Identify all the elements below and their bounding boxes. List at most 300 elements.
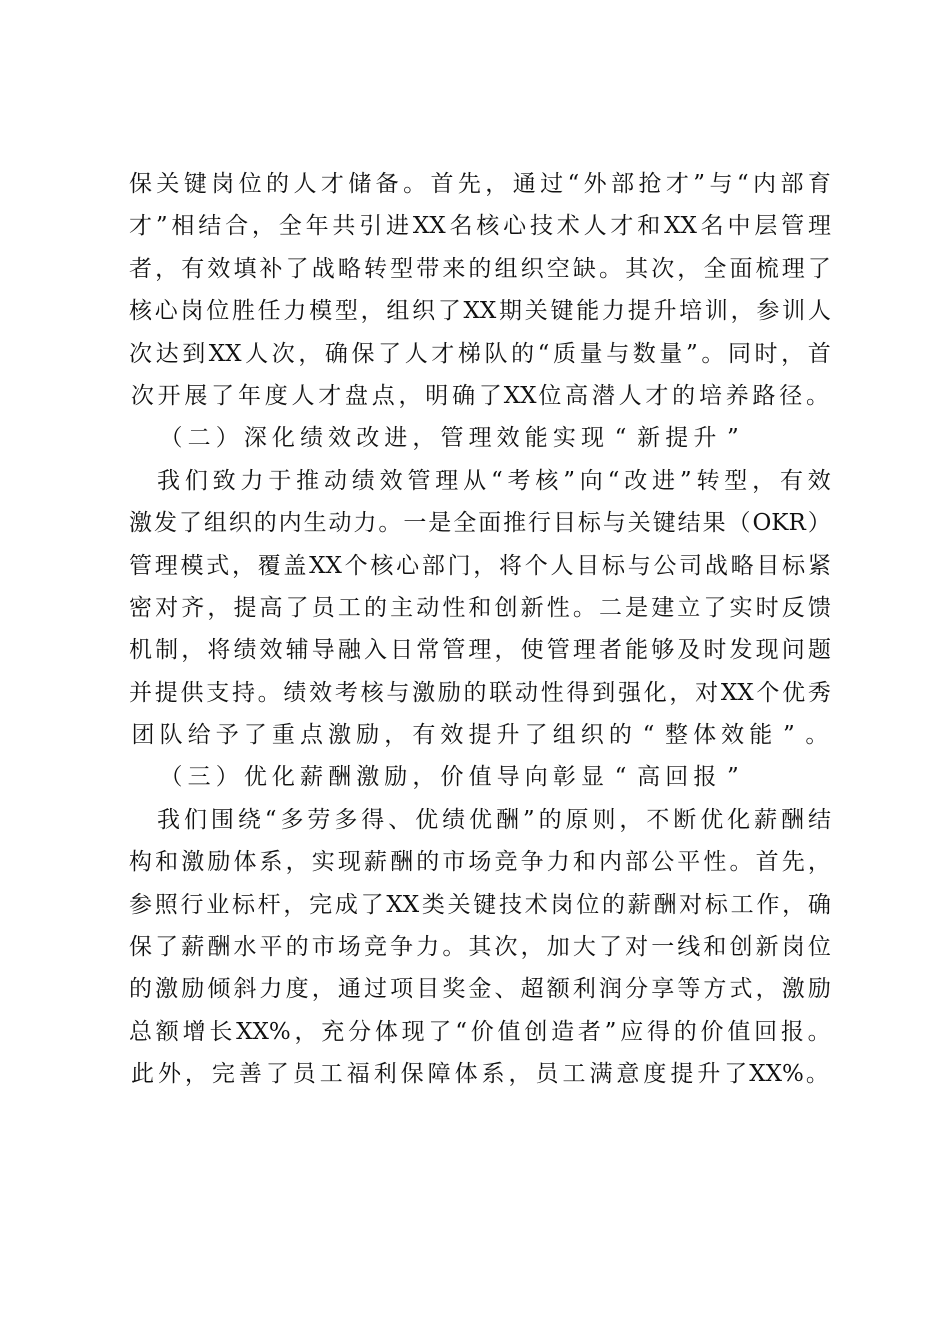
glyph: 市 [311, 934, 335, 961]
glyph: 组 [203, 510, 227, 537]
glyph: 保 [129, 934, 152, 961]
glyph: 分 [348, 1018, 372, 1045]
glyph: 性 [703, 849, 727, 876]
glyph: “ [264, 806, 277, 833]
glyph: 高 [637, 764, 661, 791]
glyph: 额 [155, 1018, 179, 1045]
glyph: 创 [729, 934, 753, 961]
glyph: 先 [781, 849, 805, 876]
glyph: 覆 [257, 552, 281, 579]
glyph: 工 [562, 1061, 586, 1088]
glyph: 推 [503, 510, 527, 537]
glyph: 意 [616, 1061, 640, 1088]
glyph: XX [463, 298, 497, 325]
glyph: 金 [468, 976, 492, 1003]
glyph: 与 [602, 510, 626, 537]
glyph: 理 [468, 637, 492, 664]
glyph: 量 [659, 340, 683, 367]
glyph: 个 [344, 552, 368, 579]
glyph: 机 [129, 637, 152, 664]
glyph: 合 [225, 213, 249, 240]
glyph: 标 [704, 891, 728, 918]
glyph: 平 [259, 934, 283, 961]
glyph: 提 [665, 425, 689, 452]
glyph: 力 [546, 849, 570, 876]
glyph: 激 [129, 510, 152, 537]
glyph: ， [730, 298, 754, 325]
glyph: 者 [598, 637, 622, 664]
glyph: 。 [442, 934, 466, 961]
glyph: 体 [233, 849, 257, 876]
glyph: 新 [520, 594, 544, 621]
glyph: 工 [319, 1061, 343, 1088]
glyph: 核 [535, 467, 559, 494]
glyph: 年 [305, 213, 329, 240]
glyph: 来 [442, 255, 466, 282]
glyph: 多 [280, 806, 304, 833]
glyph: 导 [311, 637, 335, 664]
glyph: 高 [259, 594, 283, 621]
glyph: 融 [337, 637, 361, 664]
glyph: 次 [651, 255, 675, 282]
glyph: 的 [285, 934, 309, 961]
glyph: ” [693, 171, 706, 197]
glyph: 其 [468, 934, 492, 961]
glyph: ， [360, 298, 384, 325]
glyph: 高 [565, 382, 589, 409]
glyph: 内 [278, 510, 302, 537]
glyph: 次 [494, 934, 518, 961]
glyph: 任 [257, 298, 281, 325]
glyph: 体 [693, 722, 717, 749]
text-line [129, 714, 831, 756]
glyph: 数 [632, 340, 656, 367]
glyph: 对 [695, 679, 719, 706]
glyph: 能 [625, 637, 649, 664]
glyph: 了 [360, 891, 384, 918]
glyph: XX [208, 340, 242, 367]
glyph: 转 [696, 467, 720, 494]
glyph: 励 [807, 976, 831, 1003]
glyph: 优 [243, 764, 267, 791]
glyph: 效 [807, 467, 831, 494]
glyph: 首 [430, 171, 454, 197]
glyph: 工 [730, 891, 754, 918]
glyph: 型 [724, 467, 748, 494]
glyph: 效 [721, 722, 745, 749]
glyph: 了 [155, 934, 179, 961]
glyph: 励 [207, 849, 231, 876]
glyph: 才 [318, 382, 342, 409]
glyph: 、 [494, 976, 518, 1003]
glyph: 核 [129, 298, 152, 325]
glyph: 个 [524, 552, 548, 579]
glyph: ） [215, 425, 239, 452]
glyph: 多 [334, 806, 358, 833]
paragraph-performance [129, 460, 831, 757]
glyph: 质 [553, 340, 577, 367]
glyph: 及 [677, 637, 701, 664]
glyph: 提 [154, 679, 178, 706]
glyph: 过 [363, 976, 387, 1003]
glyph: ， [155, 255, 179, 282]
glyph: ， [677, 255, 701, 282]
glyph: 我 [157, 467, 180, 494]
glyph: 能 [524, 425, 548, 452]
glyph: 价 [700, 1018, 724, 1045]
glyph: 享 [651, 976, 675, 1003]
glyph: 现 [337, 849, 361, 876]
glyph: 主 [390, 594, 414, 621]
glyph: 能 [749, 722, 773, 749]
glyph: 到 [592, 679, 616, 706]
glyph: 织 [412, 298, 436, 325]
glyph: 技 [499, 891, 523, 918]
glyph: ， [207, 594, 231, 621]
glyph: 造 [551, 1018, 575, 1045]
glyph: 薪 [300, 764, 324, 791]
glyph: 结 [807, 806, 831, 833]
glyph: 织 [228, 510, 252, 537]
paragraph-compensation [129, 799, 831, 1096]
glyph: 酬 [781, 806, 805, 833]
glyph: 励 [384, 764, 408, 791]
glyph: 动 [515, 679, 539, 706]
text-line [129, 926, 831, 968]
glyph: 照 [154, 891, 178, 918]
glyph: 果 [702, 510, 726, 537]
glyph: 绩 [351, 467, 375, 494]
glyph: 提 [233, 594, 257, 621]
glyph: 度 [643, 1061, 667, 1088]
glyph: 共 [332, 213, 356, 240]
glyph: 大 [572, 934, 596, 961]
glyph: 略 [730, 552, 754, 579]
glyph: XX [386, 891, 420, 918]
glyph: 显 [580, 764, 604, 791]
glyph: 薪 [627, 891, 651, 918]
glyph: 过 [540, 171, 564, 197]
glyph: ， [782, 891, 806, 918]
glyph: （ [159, 764, 183, 791]
glyph: 效 [328, 425, 352, 452]
glyph: 键 [652, 510, 676, 537]
glyph: “ [490, 467, 503, 494]
glyph: ， [283, 891, 307, 918]
glyph: 的 [266, 171, 290, 197]
glyph: 标 [601, 552, 625, 579]
glyph: 对 [679, 891, 703, 918]
glyph: 养 [725, 382, 749, 409]
glyph: 心 [154, 298, 178, 325]
glyph: （ [727, 510, 751, 537]
glyph: 并 [129, 679, 152, 706]
glyph: 绩 [442, 806, 466, 833]
glyph: 关 [156, 171, 180, 197]
glyph: 报 [693, 764, 717, 791]
glyph: 人 [293, 171, 317, 197]
glyph: 胜 [231, 298, 255, 325]
text-line [129, 163, 831, 205]
glyph: 转 [363, 255, 387, 282]
glyph: 点 [300, 722, 323, 749]
glyph: 争 [520, 849, 544, 876]
glyph: 励 [356, 722, 380, 749]
glyph: 优 [469, 806, 493, 833]
glyph: ， [181, 637, 205, 664]
glyph: 化 [643, 679, 667, 706]
glyph: 岗 [781, 934, 805, 961]
glyph: 倾 [207, 976, 231, 1003]
glyph: 参 [129, 891, 152, 918]
glyph: 技 [529, 213, 553, 240]
glyph: 二 [598, 594, 622, 621]
glyph: 储 [348, 171, 372, 197]
glyph: 。 [806, 382, 829, 409]
glyph: ， [412, 764, 436, 791]
glyph: 使 [520, 637, 544, 664]
glyph: 了 [807, 255, 831, 282]
glyph: 目 [416, 976, 440, 1003]
glyph: XX [412, 213, 446, 240]
text-line [129, 1011, 831, 1053]
glyph: 型 [334, 298, 358, 325]
glyph: 了 [598, 934, 622, 961]
glyph: 人 [245, 340, 269, 367]
text-line [129, 333, 831, 375]
glyph: 业 [206, 891, 230, 918]
text-line [129, 884, 831, 926]
glyph: 题 [807, 637, 831, 664]
glyph: 等 [677, 976, 701, 1003]
glyph: ， [752, 467, 776, 494]
glyph: 。 [805, 1061, 829, 1088]
glyph: 管 [440, 425, 464, 452]
glyph: 得 [646, 1018, 670, 1045]
glyph: 了 [524, 722, 548, 749]
glyph: 整 [665, 722, 689, 749]
glyph: 明 [425, 382, 449, 409]
glyph: 织 [580, 722, 604, 749]
glyph: 系 [481, 1061, 505, 1088]
glyph: 效 [440, 722, 464, 749]
glyph: 善 [238, 1061, 262, 1088]
glyph: 理 [807, 213, 831, 240]
glyph: ” [155, 213, 168, 240]
section-heading-compensation [129, 756, 831, 798]
glyph: 式 [206, 552, 230, 579]
glyph: 障 [427, 1061, 451, 1088]
glyph: 供 [180, 679, 204, 706]
glyph: 的 [538, 806, 562, 833]
glyph: 人 [583, 213, 607, 240]
glyph: 实 [729, 594, 753, 621]
glyph: 的 [363, 594, 387, 621]
glyph: 梯 [457, 340, 481, 367]
glyph: 竞 [363, 934, 387, 961]
glyph: 和 [468, 594, 492, 621]
glyph: 入 [363, 637, 387, 664]
glyph: 绩 [300, 425, 324, 452]
glyph: 实 [552, 425, 576, 452]
glyph: 性 [546, 594, 570, 621]
glyph: 层 [754, 213, 778, 240]
glyph: 与 [627, 552, 651, 579]
glyph: XX% [236, 1018, 291, 1045]
glyph: ， [473, 552, 497, 579]
glyph: 立 [677, 594, 701, 621]
text-line [129, 545, 831, 587]
glyph: 酬 [495, 806, 519, 833]
glyph: 工 [337, 594, 361, 621]
glyph: 充 [321, 1018, 345, 1045]
glyph: 激 [328, 722, 352, 749]
glyph: 相 [171, 213, 195, 240]
glyph: ” [782, 722, 795, 749]
glyph: 长 [209, 1018, 233, 1045]
glyph: 。 [598, 255, 622, 282]
glyph: 人 [404, 340, 428, 367]
glyph: 。 [378, 510, 402, 537]
glyph: 了 [437, 298, 461, 325]
text-line [129, 375, 831, 417]
glyph: 管 [546, 637, 570, 664]
glyph: 向 [524, 764, 548, 791]
glyph: 激 [781, 976, 805, 1003]
glyph: XX% [749, 1061, 804, 1088]
glyph: ， [298, 340, 322, 367]
glyph: 核 [370, 552, 394, 579]
glyph: 了 [703, 594, 727, 621]
glyph: 术 [524, 891, 548, 918]
glyph: 予 [215, 722, 239, 749]
glyph: ） [215, 764, 239, 791]
glyph: 了 [428, 1018, 452, 1045]
glyph: 辅 [285, 637, 309, 664]
glyph: 。 [257, 679, 281, 706]
glyph: 、 [388, 806, 412, 833]
glyph: XX [720, 679, 754, 706]
glyph: 备 [375, 171, 399, 197]
glyph: 们 [184, 467, 208, 494]
glyph: 体 [454, 1061, 478, 1088]
glyph: 激 [356, 764, 380, 791]
glyph: 确 [324, 340, 348, 367]
glyph: 培 [698, 382, 722, 409]
glyph: 支 [206, 679, 230, 706]
glyph: 键 [473, 891, 497, 918]
glyph: 和 [703, 934, 727, 961]
glyph: 能 [576, 298, 600, 325]
glyph: 了 [478, 382, 502, 409]
glyph: 岗 [211, 171, 235, 197]
glyph: 效 [309, 679, 333, 706]
glyph: 一 [651, 934, 675, 961]
glyph: 建 [651, 594, 675, 621]
glyph: 化 [727, 806, 751, 833]
glyph: ， [755, 976, 779, 1003]
glyph: 升 [693, 425, 717, 452]
glyph: 理 [468, 425, 492, 452]
glyph: 。 [729, 849, 753, 876]
glyph: 创 [494, 594, 518, 621]
glyph: 组 [386, 298, 410, 325]
glyph: 首 [807, 340, 831, 367]
glyph: 的 [608, 722, 632, 749]
glyph: 缺 [572, 255, 596, 282]
glyph: 完 [309, 891, 333, 918]
glyph: 人 [618, 382, 642, 409]
glyph: 薪 [181, 934, 205, 961]
glyph: 进 [384, 425, 408, 452]
glyph: 盖 [283, 552, 307, 579]
glyph: 中 [727, 213, 751, 240]
glyph: 平 [677, 849, 701, 876]
glyph: 常 [416, 637, 440, 664]
glyph: 馈 [807, 594, 831, 621]
glyph: 斜 [233, 976, 257, 1003]
glyph: 式 [729, 976, 753, 1003]
glyph: 值 [727, 1018, 751, 1045]
glyph: 点 [371, 382, 395, 409]
glyph: XX [309, 552, 342, 579]
glyph: 略 [337, 255, 361, 282]
glyph: 系 [259, 849, 283, 876]
glyph: ， [231, 552, 255, 579]
glyph: 效 [259, 637, 283, 664]
text-line [129, 502, 831, 544]
glyph: 发 [153, 510, 177, 537]
glyph: 确 [807, 891, 831, 918]
glyph: 名 [700, 213, 724, 240]
glyph: 有 [181, 255, 205, 282]
glyph: 量 [579, 340, 603, 367]
glyph: 员 [292, 1061, 316, 1088]
glyph: 标 [231, 891, 255, 918]
glyph: 才 [431, 340, 455, 367]
glyph: 。 [403, 171, 427, 197]
glyph: 目 [552, 510, 576, 537]
glyph: 了 [378, 340, 402, 367]
glyph: 通 [512, 171, 536, 197]
glyph: 才 [645, 382, 669, 409]
glyph: 于 [268, 467, 292, 494]
glyph: 名 [449, 213, 473, 240]
glyph: 将 [207, 637, 231, 664]
glyph: 次 [129, 340, 152, 367]
glyph: 项 [390, 976, 414, 1003]
glyph: 育 [807, 171, 831, 197]
glyph: 度 [264, 382, 288, 409]
glyph: “ [642, 722, 655, 749]
text-line [129, 460, 831, 502]
glyph: 队 [159, 722, 183, 749]
glyph: 进 [652, 467, 676, 494]
glyph: 盘 [345, 382, 368, 409]
glyph: 回 [665, 764, 689, 791]
glyph: 位 [576, 891, 600, 918]
glyph: ” [685, 340, 698, 367]
glyph: OKR [752, 510, 806, 537]
glyph: 强 [617, 679, 641, 706]
glyph: 员 [311, 594, 335, 621]
glyph: 优 [415, 806, 439, 833]
glyph: 键 [183, 171, 207, 197]
glyph: 了 [724, 1061, 748, 1088]
glyph: XX [664, 213, 697, 240]
glyph: 升 [653, 298, 677, 325]
glyph: 管 [407, 467, 431, 494]
